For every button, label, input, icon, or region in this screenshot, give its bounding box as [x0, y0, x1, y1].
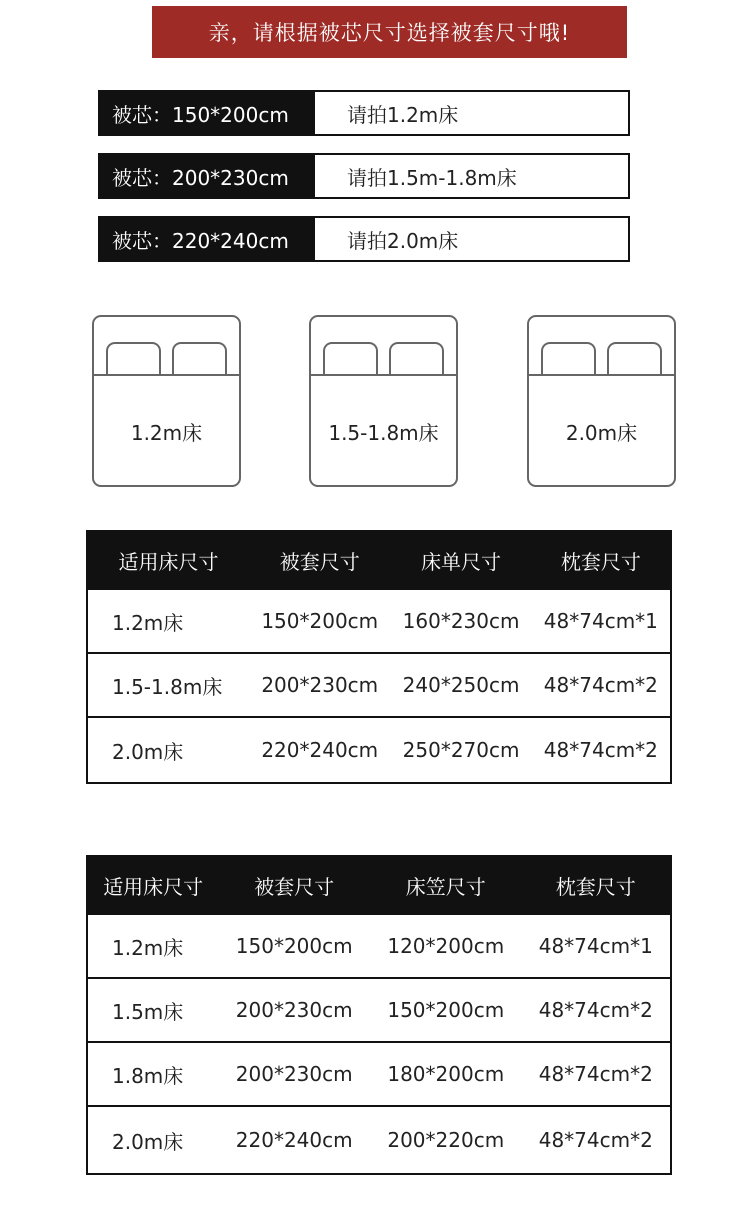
- table-row: [87, 589, 671, 653]
- bed-illustration: [309, 315, 458, 487]
- table-cell: 220*240cm: [249, 717, 390, 783]
- table-cell: 1.5-1.8m床: [87, 653, 249, 717]
- size-table-fitted: [86, 855, 672, 1175]
- pillow-icon: [323, 342, 378, 376]
- table-row: [87, 1106, 671, 1174]
- header-cell: 枕套尺寸: [532, 531, 671, 589]
- table-cell: 200*230cm: [249, 653, 390, 717]
- pillow-icon: [389, 342, 444, 376]
- core-guide-row: [98, 90, 630, 136]
- pillow-icon: [541, 342, 596, 376]
- table-cell: 160*230cm: [390, 589, 531, 653]
- header-cell: 适用床尺寸: [87, 856, 218, 914]
- notice-text: 亲，请根据被芯尺寸选择被套尺寸哦!: [208, 21, 571, 45]
- bed-illustration: [92, 315, 241, 487]
- table-cell: 200*230cm: [218, 1042, 370, 1106]
- table-cell: 48*74cm*2: [522, 978, 671, 1042]
- bed-illustration: [527, 315, 676, 487]
- bed-size-label: 1.2m床: [130, 421, 203, 445]
- pillow-icon: [172, 342, 227, 376]
- header-cell: 床笠尺寸: [370, 856, 522, 914]
- table-header-row: [87, 856, 671, 914]
- pillow-icon: [607, 342, 662, 376]
- table-row: [87, 717, 671, 783]
- table-cell: 1.5m床: [87, 978, 218, 1042]
- bed-advice: 请拍2.0m床: [347, 228, 459, 253]
- table-cell: 48*74cm*2: [532, 717, 671, 783]
- table-header-row: [87, 531, 671, 589]
- table-cell: 250*270cm: [390, 717, 531, 783]
- header-cell: 床单尺寸: [390, 531, 531, 589]
- table-cell: 150*200cm: [370, 978, 522, 1042]
- header-cell: 被套尺寸: [218, 856, 370, 914]
- core-size: 被芯：200*230cm: [100, 155, 315, 197]
- core-size: 被芯：220*240cm: [100, 218, 315, 260]
- table-cell: 48*74cm*2: [532, 653, 671, 717]
- bed-advice: 请拍1.5m-1.8m床: [347, 165, 517, 190]
- table-cell: 200*220cm: [370, 1106, 522, 1174]
- table-cell: 48*74cm*2: [522, 1106, 671, 1174]
- table-cell: 1.8m床: [87, 1042, 218, 1106]
- bed-advice: 请拍1.2m床: [347, 102, 459, 127]
- table-row: [87, 1042, 671, 1106]
- notice-banner: [152, 6, 627, 58]
- table-cell: 220*240cm: [218, 1106, 370, 1174]
- table-cell: 48*74cm*1: [532, 589, 671, 653]
- blanket-edge: [311, 374, 456, 376]
- table-cell: 150*200cm: [249, 589, 390, 653]
- table-cell: 2.0m床: [87, 1106, 218, 1174]
- header-cell: 被套尺寸: [249, 531, 390, 589]
- table-cell: 48*74cm*2: [522, 1042, 671, 1106]
- table-cell: 200*230cm: [218, 978, 370, 1042]
- table-cell: 48*74cm*1: [522, 914, 671, 978]
- blanket-edge: [94, 374, 239, 376]
- table-cell: 180*200cm: [370, 1042, 522, 1106]
- table-cell: 120*200cm: [370, 914, 522, 978]
- table-row: [87, 653, 671, 717]
- table-cell: 240*250cm: [390, 653, 531, 717]
- size-table-sheet: [86, 530, 672, 784]
- pillow-icon: [106, 342, 161, 376]
- blanket-edge: [529, 374, 674, 376]
- table-cell: 2.0m床: [87, 717, 249, 783]
- header-cell: 枕套尺寸: [522, 856, 671, 914]
- header-cell: 适用床尺寸: [87, 531, 249, 589]
- bed-size-label: 2.0m床: [565, 421, 638, 445]
- core-size: 被芯：150*200cm: [100, 92, 315, 134]
- bed-size-label: 1.5-1.8m床: [328, 421, 439, 445]
- table-row: [87, 914, 671, 978]
- core-guide-row: [98, 153, 630, 199]
- table-cell: 150*200cm: [218, 914, 370, 978]
- table-cell: 1.2m床: [87, 589, 249, 653]
- table-row: [87, 978, 671, 1042]
- table-cell: 1.2m床: [87, 914, 218, 978]
- core-guide-row: [98, 216, 630, 262]
